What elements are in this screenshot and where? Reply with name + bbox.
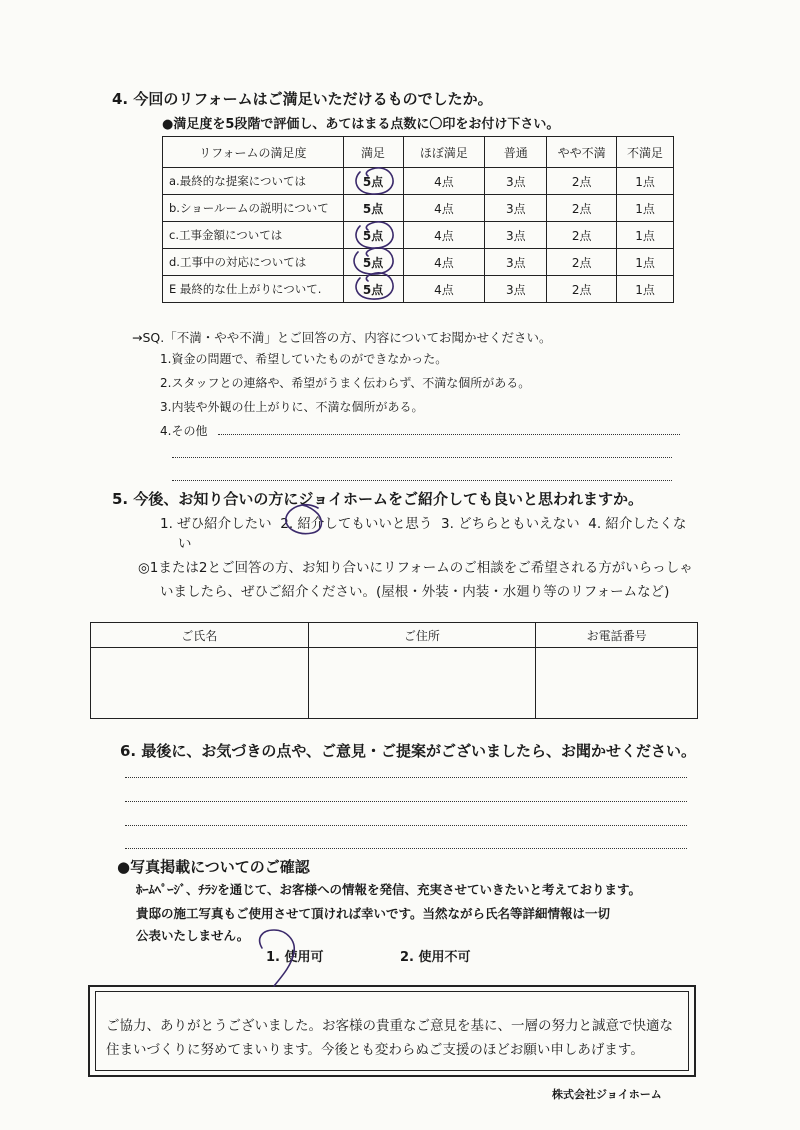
phone-field[interactable] (536, 648, 698, 719)
other-answer-line[interactable] (172, 480, 672, 481)
score-cell[interactable]: 4点 (403, 249, 485, 276)
score-cell[interactable]: 2点 (547, 249, 617, 276)
score-cell[interactable]: 3点 (485, 276, 547, 303)
header-name: ご氏名 (91, 623, 309, 648)
score-cell[interactable]: 3点 (485, 168, 547, 195)
score-cell[interactable]: 4点 (403, 276, 485, 303)
satisfaction-table (162, 136, 674, 303)
header-mostly-satisfied: ほぼ満足 (403, 137, 485, 168)
photo-title: ●写真掲載についてのご確認 (117, 858, 310, 876)
score-cell[interactable]: 1点 (617, 168, 674, 195)
referral-header-row (91, 623, 698, 648)
address-field[interactable] (308, 648, 536, 719)
table-row (163, 195, 674, 222)
score-cell[interactable]: 2点 (547, 168, 617, 195)
score-cell[interactable]: 1点 (617, 249, 674, 276)
score-cell[interactable]: 3点 (485, 249, 547, 276)
comment-line[interactable] (125, 848, 687, 849)
score-cell[interactable]: 4点 (403, 195, 485, 222)
q5-note-cont: いましたら、ぜひご紹介ください。(屋根・外装・内装・水廻り等のリフォームなど) (160, 584, 670, 600)
row-label: d.工事中の対応については (163, 249, 344, 276)
name-field[interactable] (91, 648, 309, 719)
score-cell[interactable]: 1点 (617, 276, 674, 303)
score-cell[interactable]: 5点 (343, 195, 403, 222)
header-somewhat-dissatisfied: やや不満 (547, 137, 617, 168)
other-answer-line[interactable] (172, 457, 672, 458)
table-row (163, 168, 674, 195)
q5-options[interactable]: 1. ぜひ紹介したい 2. 紹介してもいいと思う 3. どちらともいえない 4. 紹介したくな (160, 516, 687, 532)
company-name: 株式会社ジョイホーム (552, 1088, 662, 1101)
header-dissatisfied: 不満足 (617, 137, 674, 168)
q5-options-wrap: い (178, 536, 192, 552)
score-cell[interactable]: 5点 (343, 276, 403, 303)
score-cell[interactable]: 5点 (343, 222, 403, 249)
score-cell[interactable]: 2点 (547, 222, 617, 249)
closing-line-1: ご協力、ありがとうございました。お客様の貴重なご意見を基に、一層の努力と誠意で快適な (106, 1018, 673, 1034)
comment-line[interactable] (125, 801, 687, 802)
table-row (163, 276, 674, 303)
row-label: c.工事金額については (163, 222, 344, 249)
closing-line-2: 住まいづくりに努めてまいります。今後とも変わらぬご支援のほどお願い申しあげます。 (106, 1042, 644, 1058)
score-cell[interactable]: 4点 (403, 222, 485, 249)
sq-option-2[interactable]: 2.スタッフとの連絡や、希望がうまく伝わらず、不満な個所がある。 (160, 376, 531, 390)
row-label: E 最終的な仕上がりについて. (163, 276, 344, 303)
photo-option-allowed[interactable]: 1. 使用可 (266, 950, 324, 965)
score-cell[interactable]: 2点 (547, 195, 617, 222)
score-cell[interactable]: 5点 (343, 249, 403, 276)
other-answer-line[interactable] (218, 434, 680, 435)
row-label: a.最終的な提案については (163, 168, 344, 195)
header-neutral: 普通 (485, 137, 547, 168)
row-label: b.ショールームの説明について (163, 195, 344, 222)
photo-text-1: ﾎｰﾑﾍﾟｰｼﾞ、ﾁﾗｼを通じて、お客様への情報を発信、充実させていきたいと考えております。 (136, 882, 642, 897)
q5-title: 5. 今後、お知り合いの方にジョイホームをご紹介しても良いと思われますか。 (112, 490, 644, 508)
closing-inner-box (95, 991, 689, 1071)
header-category: リフォームの満足度 (163, 137, 344, 168)
comment-line[interactable] (125, 825, 687, 826)
closing-box (88, 985, 696, 1077)
score-cell[interactable]: 1点 (617, 222, 674, 249)
photo-option-not-allowed[interactable]: 2. 使用不可 (400, 950, 471, 965)
comment-line[interactable] (125, 777, 687, 778)
score-cell[interactable]: 3点 (485, 222, 547, 249)
score-cell[interactable]: 3点 (485, 195, 547, 222)
header-address: ご住所 (308, 623, 536, 648)
score-cell[interactable]: 1点 (617, 195, 674, 222)
referral-table (90, 622, 698, 719)
sq-title: →SQ.「不満・やや不満」とご回答の方、内容についてお聞かせください。 (132, 330, 552, 345)
sq-option-4[interactable]: 4.その他 (160, 424, 208, 438)
q4-title: 4. 今回のリフォームはご満足いただけるものでしたか。 (112, 90, 493, 108)
satisfaction-header-row (163, 137, 674, 168)
q5-note: ◎1または2とご回答の方、お知り合いにリフォームのご相談をご希望される方がいらっしゃ (138, 560, 693, 576)
score-cell[interactable]: 2点 (547, 276, 617, 303)
q6-title: 6. 最後に、お気づきの点や、ご意見・ご提案がございましたら、お聞かせください。 (120, 742, 697, 760)
sq-option-1[interactable]: 1.資金の問題で、希望していたものができなかった。 (160, 352, 448, 366)
header-satisfied: 満足 (343, 137, 403, 168)
table-row (163, 222, 674, 249)
referral-input-row (91, 648, 698, 719)
header-phone: お電話番号 (536, 623, 698, 648)
score-cell[interactable]: 5点 (343, 168, 403, 195)
sq-option-3[interactable]: 3.内装や外観の仕上がりに、不満な個所がある。 (160, 400, 424, 414)
photo-text-2: 貴邸の施工写真もご使用させて頂ければ幸いです。当然ながら氏名等詳細情報は一切 (136, 906, 611, 921)
photo-text-3: 公表いたしません。 (136, 928, 250, 943)
q4-instruction: ●満足度を5段階で評価し、あてはまる点数に〇印をお付け下さい。 (162, 117, 560, 132)
score-cell[interactable]: 4点 (403, 168, 485, 195)
table-row (163, 249, 674, 276)
